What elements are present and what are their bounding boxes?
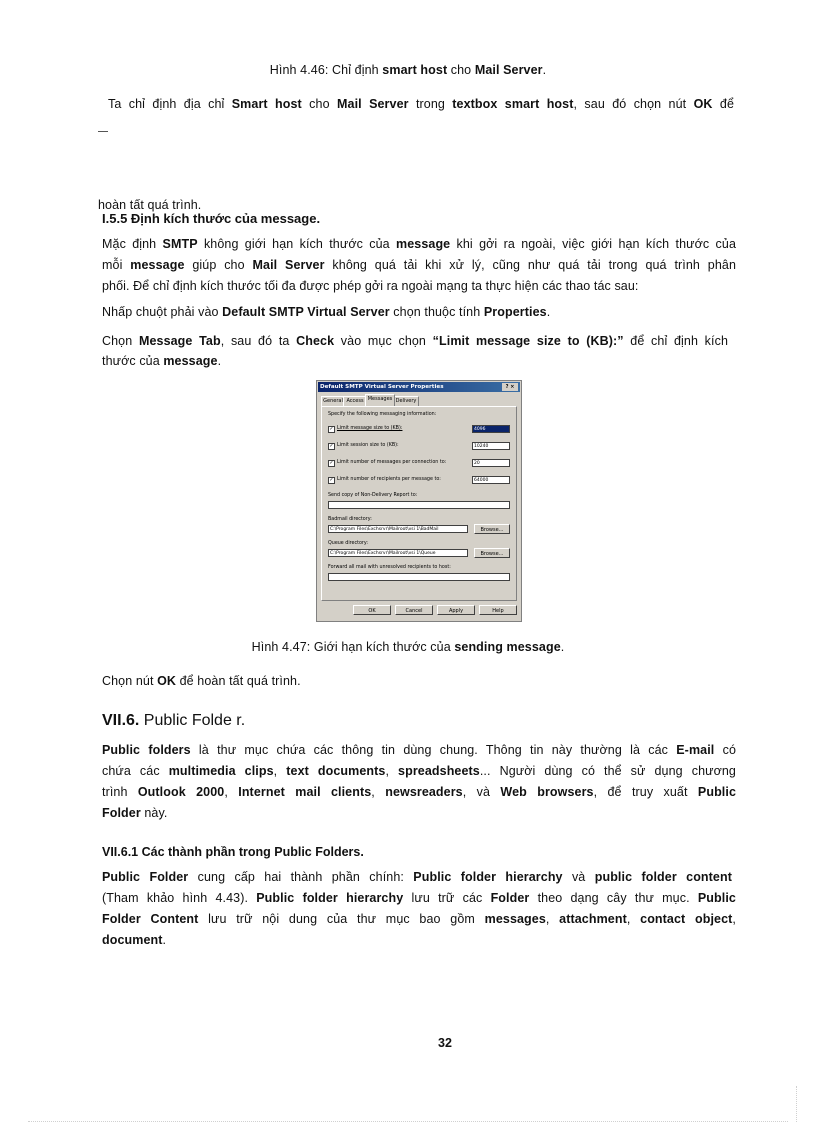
text: chứa các [102,764,169,778]
text: trong [408,97,453,111]
bold-text: textbox smart host [452,97,574,111]
bold-text: Public folder hierarchy [413,870,563,884]
paragraph-message-tab-line2 [102,351,221,372]
bold-text: public folder content [594,870,732,884]
text: ... Người dùng có thể sử dụng chương [479,764,736,778]
option-label: Limit number of recipients per message to: [337,477,441,482]
bold-text: “Limit message size to (KB):” [432,334,624,348]
text: , và [462,785,501,799]
text: lưu trữ nội dung của thư mục bao gồm [198,912,485,926]
bold-text: Public [697,891,736,905]
text: , [626,912,641,926]
heading-title: Public Folde r. [139,712,246,729]
text: giúp cho [184,258,253,272]
text: là thư mục chứa các thông tin dùng chung. Thông tin này thường là các [190,743,677,757]
section-heading-vii-6-1: VII.6.1 Các thành phần trong Public Folders. [102,845,364,859]
text: này. [140,806,168,820]
bold-text: message [130,258,185,272]
paragraph-components-line1 [102,867,732,888]
paragraph-public-line4 [102,803,167,824]
tab-access: Access [343,396,367,406]
paragraph-public-line2 [102,761,736,782]
text: có [714,743,736,757]
page-edge-line [796,1086,797,1122]
text: cung cấp hai thành phần chính: [188,870,414,884]
caption-text: . [560,640,565,654]
tab-messages: Messages [365,394,395,406]
section-heading-1-5-5: I.5.5 Định kích thước của message. [102,211,321,226]
text: cho [301,97,337,111]
text: , [371,785,386,799]
bold-text: message [163,354,218,368]
bold-text: contact object [640,912,733,926]
smtp-properties-dialog-screenshot [316,380,522,622]
text: , [273,764,287,778]
text: Chọn [102,334,139,348]
page-edge-line [28,1121,788,1122]
text: để [712,97,735,111]
text: để chỉ định kích [623,334,728,348]
browse-button: Browse... [474,524,510,534]
caption-bold: smart host [382,63,448,77]
text: , [545,912,560,926]
text: vào mục chọn [334,334,433,348]
caption-bold: Mail Server [474,63,543,77]
bold-text: Web browsers [500,785,594,799]
bold-text: Internet mail clients [238,785,372,799]
ok-button: OK [353,605,391,615]
bold-text: Public folder hierarchy [256,891,404,905]
text: . [217,354,222,368]
cancel-button: Cancel [395,605,433,615]
bold-text: OK [157,674,177,688]
queue-label: Queue directory: [328,541,369,546]
bold-text: Mail Server [252,258,325,272]
option-label: Limit session size to (KB): [337,443,399,448]
paragraph-default-line2 [102,255,736,276]
caption-text: cho [447,63,475,77]
option-label: Limit message size to (KB): [337,426,403,431]
figure-caption-4-47 [0,637,816,658]
caption-text: Hình 4.46: Chỉ định [269,63,383,77]
option-value: 10240 [472,442,510,450]
tab-general: General [321,396,345,406]
bold-text: message [396,237,451,251]
paragraph-default-line3: phối. Để chỉ định kích thước tối đa được phép gởi ra ngoài mạng ta thực hiện các thao tác sau: [102,279,639,293]
bold-text: Folder Content [102,912,199,926]
bold-text: OK [693,97,713,111]
text: Ta chỉ định địa chỉ [108,97,232,111]
bold-text: messages [484,912,546,926]
bold-text: Properties [483,305,547,319]
option-value: 4096 [472,425,510,433]
bold-text: Message Tab [138,334,221,348]
text: . [162,933,167,947]
bold-text: E-mail [676,743,715,757]
page-number: 32 [438,1036,452,1050]
bold-text: Outlook 2000 [137,785,225,799]
text: thước của [102,354,164,368]
dialog-panel [321,406,517,601]
bold-text: text documents [286,764,386,778]
queue-input: C:\Program Files\Exchsrvr\Mailroot\vsi 1\Queue [328,549,468,557]
bold-text: Folder [102,806,141,820]
bold-text: Public Folder [102,870,189,884]
checkbox-icon: ✓ [329,443,334,449]
option-value: 64000 [472,476,510,484]
forward-label: Forward all mail with unresolved recipients to host: [328,565,451,570]
text: , [224,785,239,799]
badmail-label: Badmail directory: [328,517,372,522]
caption-text: Hình 4.47: Giới hạn kích thước của [251,640,455,654]
paragraph-message-tab-line1 [102,331,728,352]
paragraph-public-line3 [102,782,736,803]
paragraph-right-click [102,302,550,323]
bold-text: SMTP [162,237,198,251]
text: (Tham khảo hình 4.43). [102,891,257,905]
badmail-input: C:\Program Files\Exchsrvr\Mailroot\vsi 1\BadMail [328,525,468,533]
section-heading-vii-6 [102,712,245,730]
text: không quá tải khi xử lý, cũng như quá tải trong quá trình phân [324,258,736,272]
text: Chọn nút [102,674,158,688]
paragraph-components-line4 [102,930,166,951]
text: , để truy xuất [593,785,698,799]
ndr-input [328,501,510,509]
paragraph-smart-host-line1 [108,94,734,115]
text: theo dạng cây thư mục. [529,891,698,905]
text: để hoàn tất quá trình. [176,674,301,688]
dialog-title-bar [318,382,520,392]
caption-bold: sending message [454,640,561,654]
bold-text: multimedia clips [168,764,274,778]
bold-text: Mail Server [337,97,409,111]
bold-text: document [102,933,163,947]
checkbox-icon: ✓ [329,477,334,483]
bold-text: Public folders [102,743,191,757]
text: không giới hạn kích thước của [197,237,397,251]
checkbox-icon: ✓ [329,426,334,432]
paragraph-public-line1 [102,740,736,761]
intro-label: Specify the following messaging information: [328,412,437,417]
caption-text: . [542,63,547,77]
bold-text: attachment [559,912,627,926]
apply-button: Apply [437,605,475,615]
bold-text: Public [697,785,736,799]
forward-input [328,573,510,581]
help-button: Help [479,605,517,615]
paragraph-ok [102,671,301,692]
help-close-icon: ? × [502,383,518,391]
text: khi gởi ra ngoài, việc giới hạn kích thước của [450,237,736,251]
option-value: 20 [472,459,510,467]
text: lưu trữ các [403,891,491,905]
text: chọn thuộc tính [389,305,484,319]
text: và [562,870,595,884]
bold-text: Folder [490,891,530,905]
bold-text: Default SMTP Virtual Server [222,305,390,319]
text: Nhấp chuột phải vào [102,305,223,319]
figure-caption-4-46 [0,60,816,81]
bold-text: spreadsheets [398,764,480,778]
bold-text: newsreaders [385,785,463,799]
text: Mặc định [102,237,163,251]
heading-number: VII.6. [102,712,140,729]
text: trình [102,785,138,799]
text: , [732,912,736,926]
text: , sau đó chọn nút [573,97,694,111]
paragraph-smart-host-line2: hoàn tất quá trình. [98,198,202,212]
bold-text: Smart host [231,97,302,111]
text: . [546,305,551,319]
paragraph-default-line1 [102,234,736,255]
browse-button: Browse... [474,548,510,558]
text: , sau đó ta [220,334,297,348]
text: , [385,764,399,778]
dash-mark [98,131,108,132]
dialog-title: Default SMTP Virtual Server Properties [320,384,444,390]
bold-text: Check [296,334,335,348]
paragraph-components-line2 [102,888,736,909]
option-label: Limit number of messages per connection to: [337,460,447,465]
tab-delivery: Delivery [393,396,419,406]
ndr-label: Send copy of Non-Delivery Report to: [328,493,418,498]
paragraph-components-line3 [102,909,736,930]
text: mỗi [102,258,131,272]
checkbox-icon: ✓ [329,460,334,466]
